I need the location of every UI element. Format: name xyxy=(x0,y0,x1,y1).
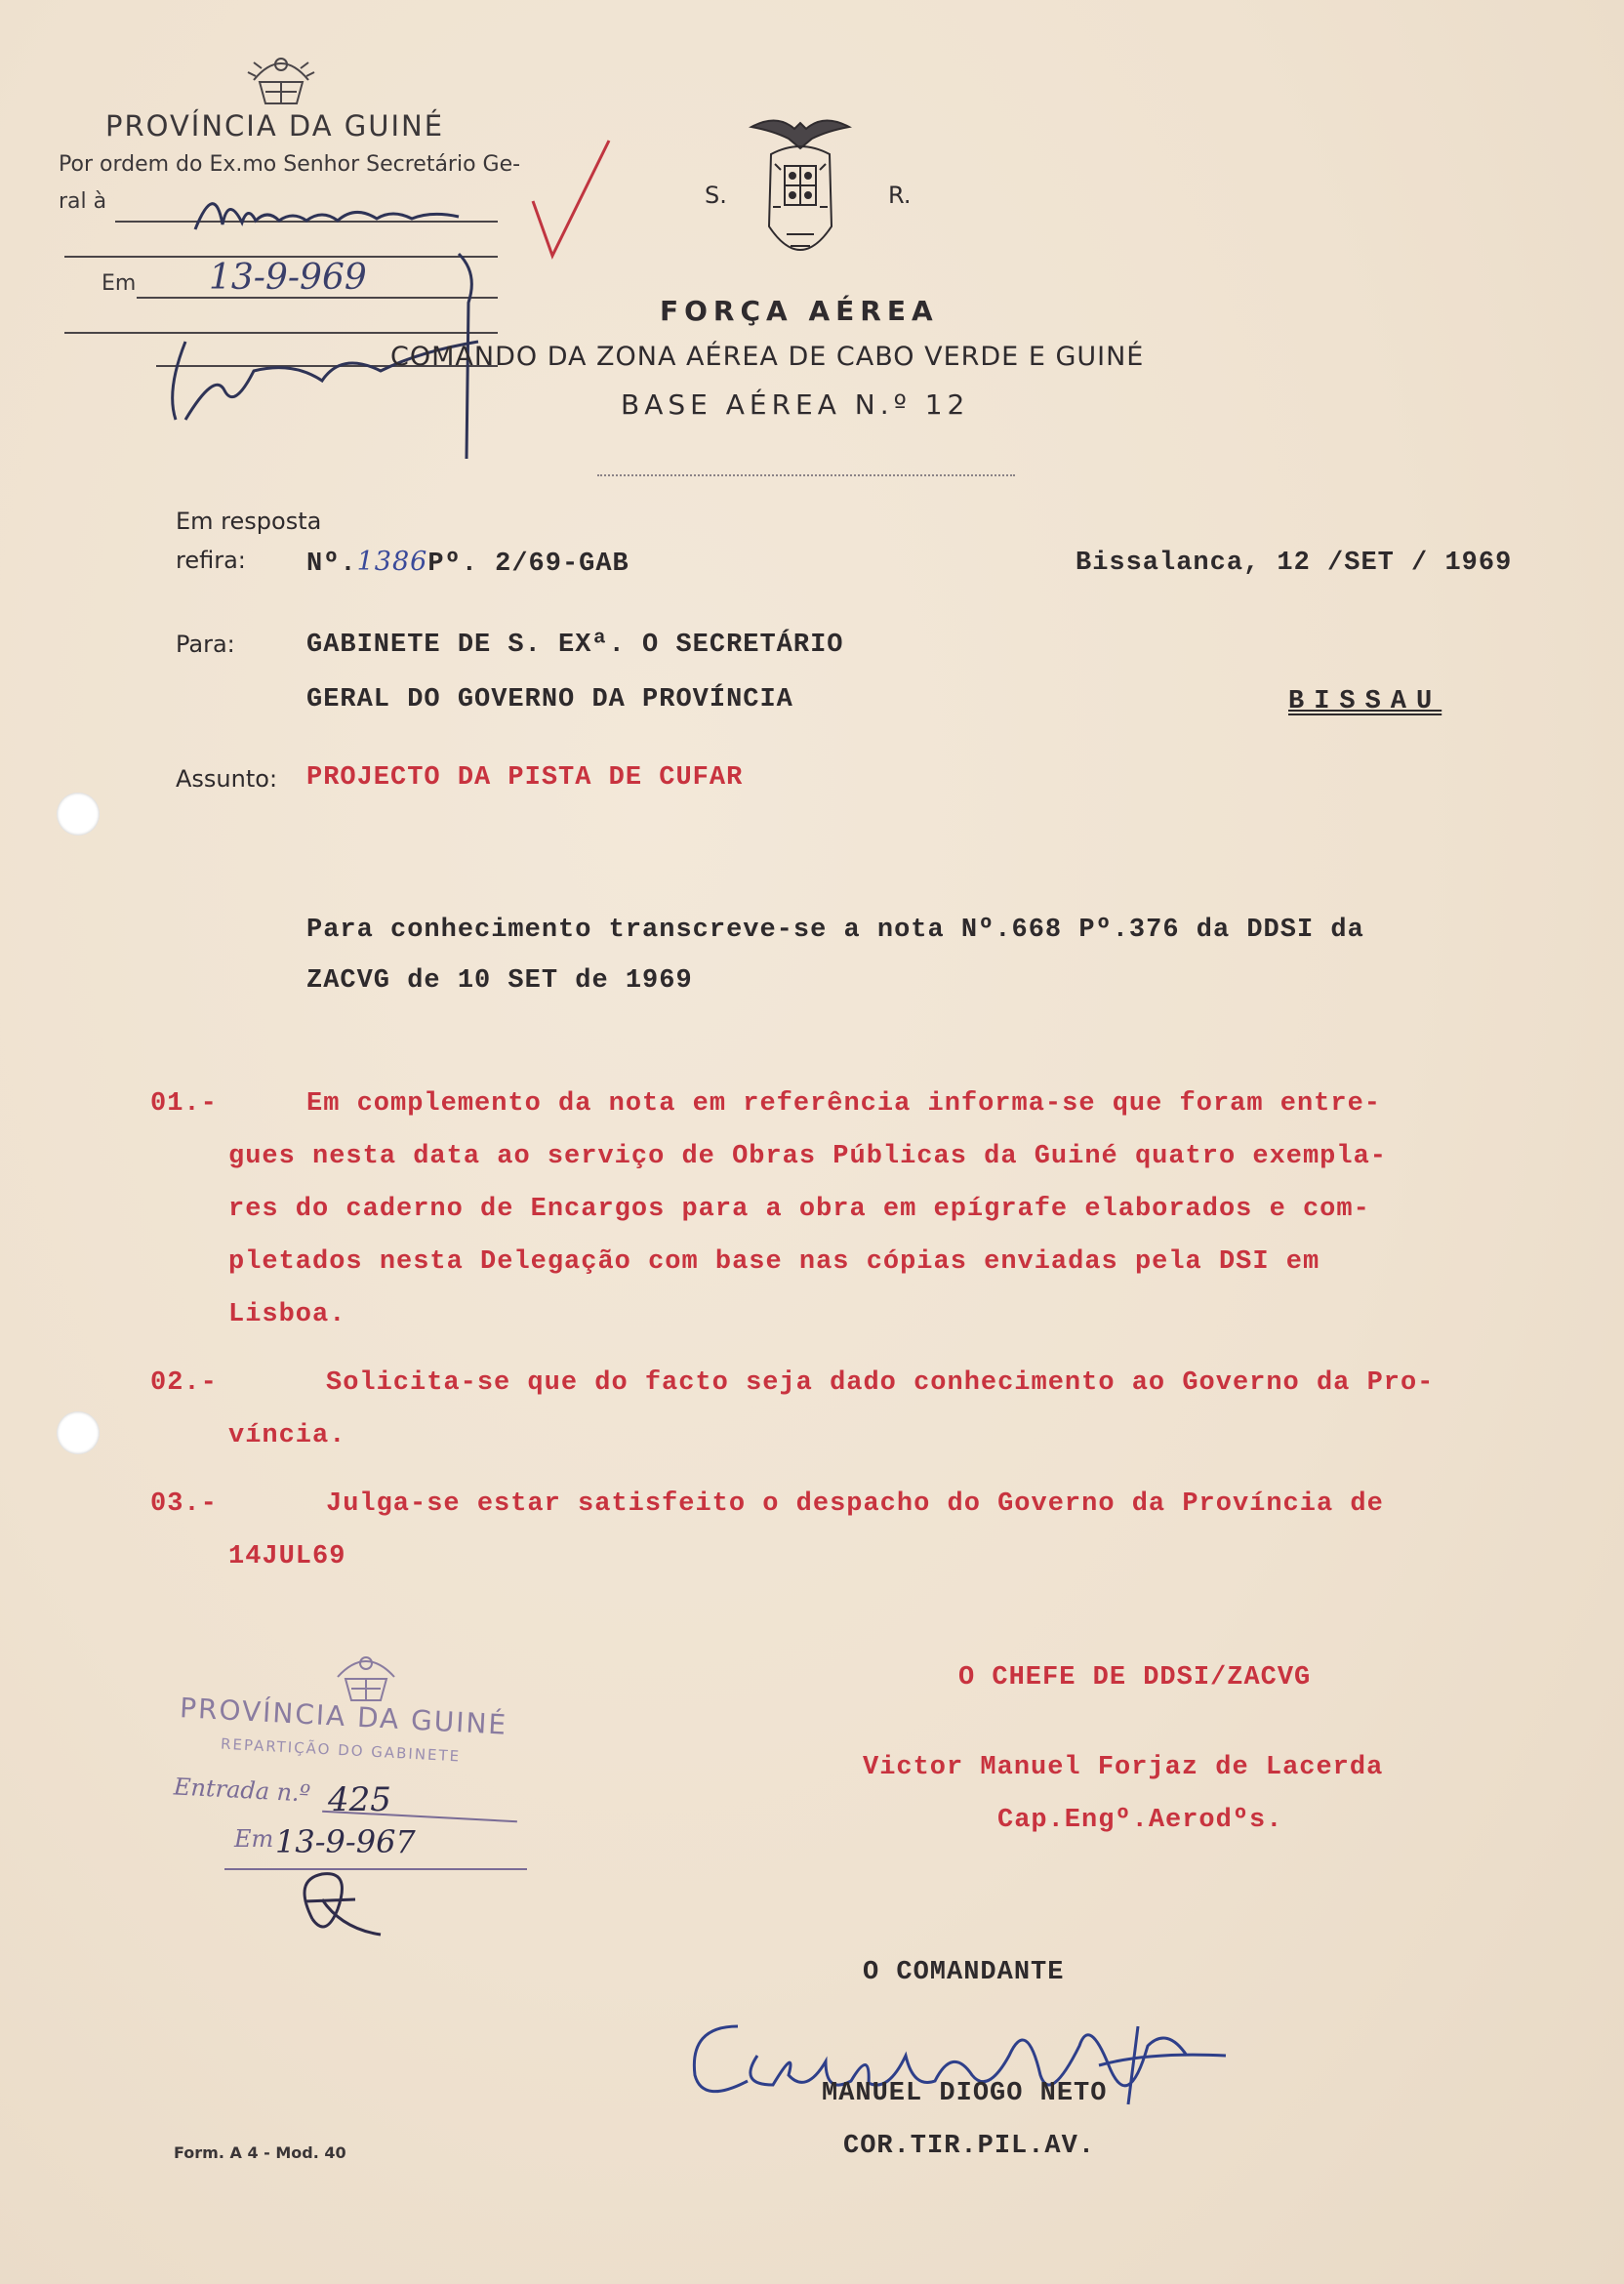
ddsi-rank: Cap.Engº.Aerodºs. xyxy=(997,1806,1283,1835)
letterhead-base: BASE AÉREA N.º 12 xyxy=(621,388,970,421)
letterhead-command: COMANDO DA ZONA AÉREA DE CABO VERDE E GUINÉ xyxy=(390,342,1145,372)
top-stamp-line2: ral à xyxy=(59,189,107,214)
entry-stamp-em-label: Em xyxy=(234,1825,274,1853)
check-mark-icon xyxy=(527,133,615,269)
reply-label-2: refira: xyxy=(176,547,246,574)
entry-stamp-subtitle: REPARTIÇÃO DO GABINETE xyxy=(220,1734,462,1766)
handwritten-signature-top xyxy=(185,176,478,244)
reference-number xyxy=(306,547,629,579)
item-number: 03.- xyxy=(150,1489,218,1519)
intro-line-2: ZACVG de 10 SET de 1969 xyxy=(306,966,693,996)
top-stamp-title: PROVÍNCIA DA GUINÉ xyxy=(105,109,445,143)
commander-title: O COMANDANTE xyxy=(863,1958,1065,1987)
letterhead-s-label: S. xyxy=(705,182,727,209)
item-line: gues nesta data ao serviço de Obras Públicas da Guiné quatro exempla- xyxy=(228,1142,1387,1171)
commander-rank: COR.TIR.PIL.AV. xyxy=(843,2132,1096,2161)
reply-label-1: Em resposta xyxy=(176,508,322,535)
punch-hole-top xyxy=(57,793,100,836)
ref-number-handwritten: 1386 xyxy=(356,547,428,577)
entry-date-handwritten: 13-9-967 xyxy=(275,1823,416,1860)
assunto-label: Assunto: xyxy=(176,765,278,793)
item-line: víncia. xyxy=(228,1421,346,1450)
punch-hole-bottom xyxy=(57,1411,100,1454)
commander-name: MANUEL DIOGO NETO xyxy=(822,2079,1108,2108)
air-force-crest-icon xyxy=(742,109,859,275)
item-line: pletados nesta Delegação com base nas cópias enviadas pela DSI em xyxy=(228,1247,1320,1277)
item-line: Solicita-se que do facto seja dado conhecimento ao Governo da Pro- xyxy=(326,1368,1435,1398)
place-date: Bissalanca, 12 /SET / 1969 xyxy=(1076,549,1513,578)
item-line: Julga-se estar satisfeito o despacho do Governo da Província de xyxy=(326,1489,1384,1519)
city: BISSAU xyxy=(1288,687,1442,716)
letterhead-divider xyxy=(597,474,1015,476)
letterhead-title: FORÇA AÉREA xyxy=(660,295,939,327)
entry-stamp-entrada-label: Entrada n.º xyxy=(173,1773,311,1808)
ddsi-name: Victor Manuel Forjaz de Lacerda xyxy=(863,1753,1384,1782)
entry-stamp-title: PROVÍNCIA DA GUINÉ xyxy=(179,1692,508,1741)
form-code: Form. A 4 - Mod. 40 xyxy=(174,2143,346,2162)
top-stamp-em-label: Em xyxy=(102,271,137,296)
province-crest-icon xyxy=(234,43,328,111)
ref-suffix: Pº. 2/69-GAB xyxy=(427,550,629,579)
item-line: 14JUL69 xyxy=(228,1542,346,1571)
ddsi-title: O CHEFE DE DDSI/ZACVG xyxy=(958,1663,1312,1693)
letterhead-r-label: R. xyxy=(888,182,912,209)
handwritten-date: 13-9-969 xyxy=(209,258,367,298)
item-line: Em complemento da nota em referência informa-se que foram entre- xyxy=(306,1089,1381,1119)
subject: PROJECTO DA PISTA DE CUFAR xyxy=(306,763,744,793)
recipient-line-1: GABINETE DE S. EXª. O SECRETÁRIO xyxy=(306,631,844,660)
top-stamp-line1: Por ordem do Ex.mo Senhor Secretário Ge- xyxy=(59,152,521,177)
item-number: 01.- xyxy=(150,1089,218,1119)
entry-stamp-initials xyxy=(283,1860,400,1948)
intro-line-1: Para conhecimento transcreve-se a nota Nº.668 Pº.376 da DDSI da xyxy=(306,916,1364,945)
para-label: Para: xyxy=(176,631,235,658)
item-line: res do caderno de Encargos para a obra em epígrafe elaborados e com- xyxy=(228,1195,1370,1224)
entry-number-handwritten: 425 xyxy=(328,1780,391,1819)
item-number: 02.- xyxy=(150,1368,218,1398)
ref-prefix: Nº. xyxy=(306,550,357,579)
recipient-line-2: GERAL DO GOVERNO DA PROVÍNCIA xyxy=(306,685,793,714)
item-line: Lisboa. xyxy=(228,1300,346,1329)
